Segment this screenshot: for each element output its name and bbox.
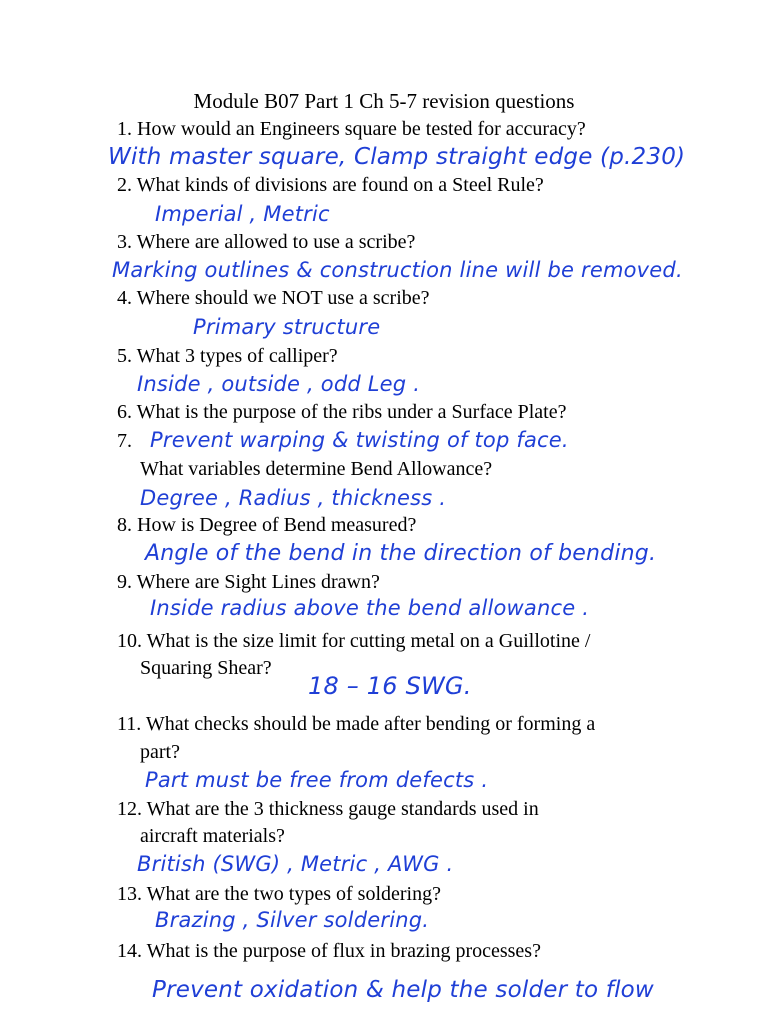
question-text: What kinds of divisions are found on a Steel Rule? (136, 174, 544, 196)
question-number: 5. (117, 345, 132, 367)
question-7-number: 7. (117, 430, 132, 452)
question-10 (117, 629, 590, 654)
page-title: Module B07 Part 1 Ch 5-7 revision questions (193, 89, 575, 113)
question-text: How would an Engineers square be tested for accuracy? (137, 118, 586, 140)
question-number: 12. (117, 798, 142, 820)
question-13 (117, 882, 441, 907)
answer-1: With master square, Clamp straight edge (p.230) (108, 144, 686, 170)
question-1 (117, 117, 586, 142)
answer-3: Marking outlines & construction line will be removed. (112, 258, 683, 282)
question-11-cont: part? (140, 741, 180, 763)
question-text: What 3 types of calliper? (136, 345, 338, 367)
question-2 (117, 173, 544, 198)
question-text: What checks should be made after bending or forming a (145, 713, 596, 735)
question-5 (117, 344, 338, 369)
question-number: 8. (117, 514, 132, 536)
question-3 (117, 230, 415, 255)
answer-8: Angle of the bend in the direction of bending. (145, 541, 657, 566)
question-6 (117, 400, 567, 425)
question-number: 11. (117, 713, 142, 735)
question-text: What is the purpose of flux in brazing processes? (146, 940, 541, 962)
answer-11: Part must be free from defects . (145, 768, 489, 792)
question-7-text: What variables determine Bend Allowance? (140, 458, 493, 480)
question-number: 14. (117, 940, 142, 962)
question-number: 1. (117, 118, 132, 140)
question-8 (117, 513, 416, 538)
answer-12: British (SWG) , Metric , AWG . (137, 852, 454, 876)
question-text: How is Degree of Bend measured? (137, 514, 417, 536)
answer-4: Primary structure (193, 315, 381, 339)
answer-10: 18 – 16 SWG. (308, 672, 472, 700)
question-10-cont: Squaring Shear? (140, 657, 272, 679)
question-text: What is the size limit for cutting metal on a Guillotine / (146, 630, 591, 652)
question-number: 6. (117, 401, 132, 423)
answer-2: Imperial , Metric (155, 202, 330, 226)
question-text: What are the 3 thickness gauge standards used in (146, 798, 539, 820)
answer-9: Inside radius above the bend allowance . (150, 596, 590, 620)
question-number: 3. (117, 231, 132, 253)
question-12 (117, 797, 539, 822)
answer-14: Prevent oxidation & help the solder to flow (152, 977, 654, 1003)
answer-13: Brazing , Silver soldering. (155, 908, 430, 932)
question-text: What are the two types of soldering? (146, 883, 441, 905)
question-number: 4. (117, 287, 132, 309)
question-text: Where are Sight Lines drawn? (136, 571, 380, 593)
question-text: Where should we NOT use a scribe? (136, 287, 430, 309)
question-12-cont: aircraft materials? (140, 825, 285, 847)
question-4 (117, 286, 430, 311)
question-14 (117, 939, 541, 964)
question-number: 10. (117, 630, 142, 652)
question-number: 9. (117, 571, 132, 593)
answer-7: Degree , Radius , thickness . (140, 486, 447, 510)
question-number: 2. (117, 174, 132, 196)
question-number: 13. (117, 883, 142, 905)
answer-5: Inside , outside , odd Leg . (137, 372, 421, 396)
question-text: Where are allowed to use a scribe? (136, 231, 416, 253)
question-9 (117, 570, 380, 595)
question-text: What is the purpose of the ribs under a Surface Plate? (136, 401, 567, 423)
answer-6: Prevent warping & twisting of top face. (150, 428, 569, 452)
question-11 (117, 712, 595, 737)
